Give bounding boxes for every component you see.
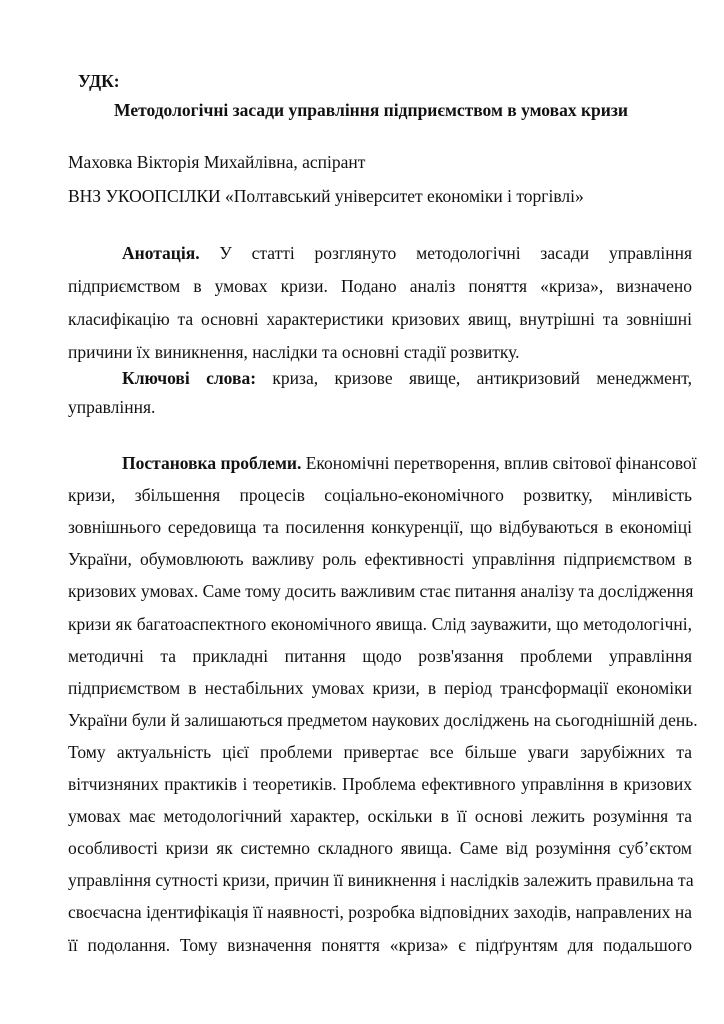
keywords-text: криза, кризове явище, антикризовий менеджмент,	[256, 368, 693, 388]
problem-label: Постановка проблеми.	[122, 453, 302, 473]
keywords-line: управління.	[68, 397, 156, 417]
annotation-label: Анотація.	[122, 243, 200, 263]
annotation-line	[122, 243, 692, 263]
author-affiliation: ВНЗ УКООПСІЛКИ «Полтавський університет економіки і торгівлі»	[68, 186, 584, 206]
problem-line: України, обумовлюють важливу роль ефективності управління підприємством в	[68, 549, 692, 570]
problem-line: управління сутності кризи, причин її виникнення і наслідків залежить правильна та	[68, 870, 694, 891]
problem-line	[122, 453, 697, 473]
problem-line: особливості кризи як системно складного явища. Саме від розуміння суб’єктом	[68, 838, 692, 859]
keywords-line	[122, 368, 692, 388]
problem-line: її подолання. Тому визначення поняття «криза» є підґрунтям для подальшого	[68, 934, 692, 955]
problem-line: умовах має методологічний характер, оскільки в її основі лежить розуміння та	[68, 806, 692, 827]
problem-line: підприємством в нестабільних умовах кризи, в період трансформації економіки	[68, 677, 692, 698]
problem-line: своєчасна ідентифікація її наявності, розробка відповідних заходів, направлених на	[68, 902, 692, 923]
problem-line: методичні та прикладні питання щодо розв'язання проблеми управління	[68, 645, 692, 666]
article-title: Методологічні засади управління підприємством в умовах кризи	[114, 100, 628, 120]
problem-text: Економічні перетворення, вплив світової фінансової	[301, 453, 697, 473]
problem-line: України були й залишаються предметом наукових досліджень на сьогоднішній день.	[68, 709, 698, 730]
annotation-text: У статті розглянуто методологічні засади управління	[199, 243, 692, 263]
author-name: Маховка Вікторія Михайлівна, аспірант	[68, 152, 366, 172]
problem-line: кризи як багатоаспектного економічного явища. Слід зауважити, що методологічні,	[68, 613, 692, 634]
problem-line: кризи, збільшення процесів соціально-економічного розвитку, мінливість	[68, 485, 692, 506]
annotation-line: причини їх виникнення, наслідки та основні стадії розвитку.	[68, 342, 520, 362]
problem-line: вітчизняних практиків і теоретиків. Проблема ефективного управління в кризових	[68, 774, 692, 794]
problem-line: Тому актуальність цієї проблеми привертає все більше уваги зарубіжних та	[68, 741, 692, 762]
problem-line: кризових умовах. Саме тому досить важливим стає питання аналізу та дослідження	[68, 581, 694, 602]
keywords-label: Ключові слова:	[122, 368, 257, 388]
problem-line: зовнішнього середовища та посилення конкуренції, що відбуваються в економіці	[68, 517, 692, 538]
annotation-line: класифікацію та основні характеристики кризових явищ, внутрішні та зовнішні	[68, 309, 692, 329]
udk-label: УДК:	[78, 71, 120, 91]
annotation-line: підприємством в умовах кризи. Подано аналіз поняття «криза», визначено	[68, 276, 692, 296]
